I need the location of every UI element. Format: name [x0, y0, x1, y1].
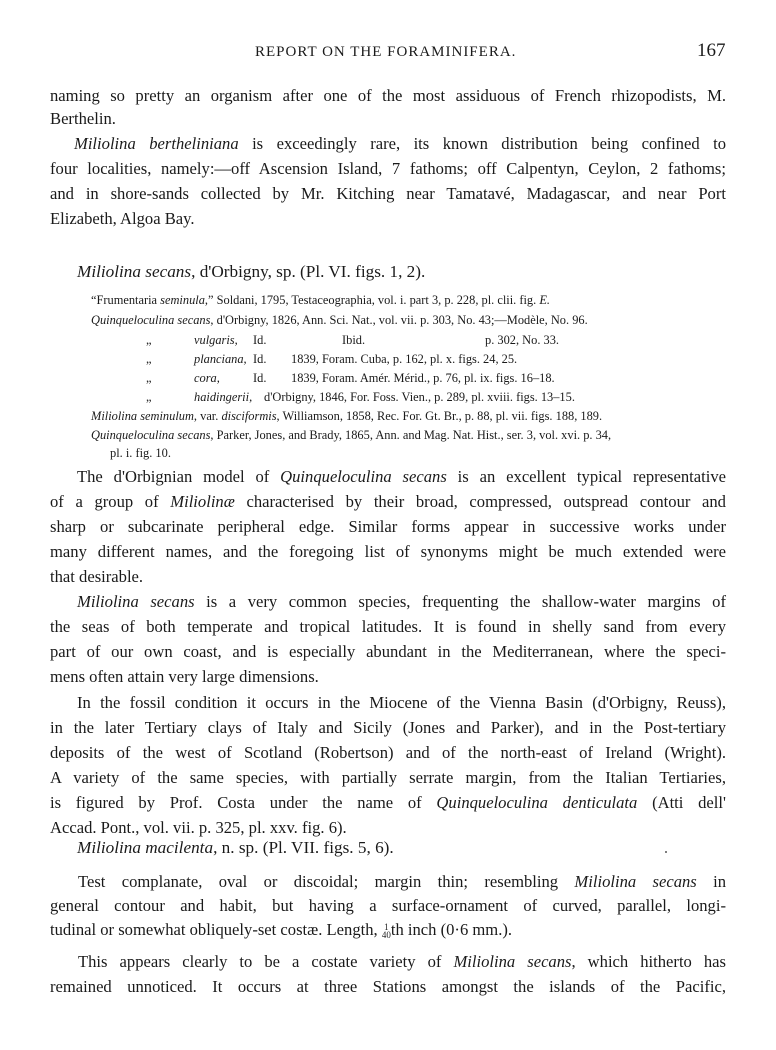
page: REPORT ON THE FORAMINIFERA. 167 naming so pretty an organism after one of the most assiduous of French rhizopodists, M. Berthelin. Miliolina bertheliniana is exceedingly rare, its known distribution being confined to four localities, namely:—off Ascension Island, 7 fathoms; off Calpentyn, Ceylon, 2 fathoms; and in shore-sands collected by Mr. Kitching near Tamatavé, Madagascar, and near Port Elizabeth, Algoa Bay. Miliolina secans, d'Orbigny, sp. (Pl. VI. figs. 1, 2). “Frumentaria seminula,” Soldani, 1795, Testaceographia, vol. i. part 3, p. 228, pl. clii. fig. E. Quinqueloculina secans, d'Orbigny, 1826, Ann. Sci. Nat., vol. vii. p. 303, No. 43;—Modèle, No. 96. „ vulgaris, Id. Ibid. p. 302, No. 33. „ planciana, Id. 1839, Foram. Cuba, p. 162, pl. x. figs. 24, 25. „ cora, Id. 1839, Foram. Amér. Mérid., p. 76, pl. ix. figs. 16–18. „ haidingerii, d'Orbigny, 1846, For. Foss. Vien., p. 289, pl. xviii. figs. 13–15. Miliolina seminulum, var. disciformis, Williamson, 1858, Rec. For. Gt. Br., p. 88, pl. vii. figs. 188, 189. Quinqueloculina secans, Parker, Jones, and Brady, 1865, Ann. and Mag. Nat. Hist., ser. 3, vol. xvi. p. 34, pl. i. fig. 10. The d'Orbignian model of Quinqueloculina secans is an excellent typical representative of a group of Miliolinæ characterised by their broad, compressed, outspread contour and sharp or subcarinate peripheral edge. Similar forms appear in successive works under many different names, and the foregoing list of synonyms might be much extended were that desirable. Miliolina secans is a very common species, frequenting the shallow-water margins of the seas of both temperate and tropical latitudes. It is found in shelly sand from every part of our own coast, and is especially abundant in the Mediterranean, where the speci- mens often attain very large dimensions. In the fossil condition it occurs in the Miocene of the Vienna Basin (d'Orbigny, Reuss), in the later Tertiary clays of Italy and Sicily (Jones and Parker), and in the Post-tertiary deposits of the west of Scotland (Robertson) and of the north-east of Ireland (Wright). A variety of the same species, with partially serrate margin, from the Italian Tertiaries, is figured by Prof. Costa under the name of Quinqueloculina denticulata (Atti dell' Accad. Pont., vol. vii. p. 325, pl. xxv. fig. 6). Miliolina macilenta, n. sp. (Pl. VII. figs. 5, 6). Test complanate, oval or discoidal; margin thin; resembling Miliolina secans in general contour and habit, but having a surface-ornament of curved, parallel, longi- tudinal or somewhat obliquely-set costæ. Length, 1 40th inch (0·6 mm.). This appears clearly to be a costate variety of Miliolina secans, which hitherto has remained unnoticed. It occurs at three Stations amongst the islands of the Pacific, [50, 40, 727, 996]
text-line: This appears clearly to be a costate variety of Miliolina secans, which hitherto has [78, 952, 726, 971]
text-line: Accad. Pont., vol. vii. p. 325, pl. xxv. fig. 6). [50, 818, 347, 837]
text-line: deposits of the west of Scotland (Robertson) and of the north-east of Ireland (Wright). [50, 743, 726, 762]
species-heading: Miliolina macilenta, n. sp. (Pl. VII. figs. 5, 6). [77, 838, 394, 857]
text-line: Miliolina bertheliniana is exceedingly rare, its known distribution being confined to [74, 134, 726, 153]
text-line: Miliolina secans is a very common species, frequenting the shallow-water margins of [77, 592, 727, 611]
text-line: In the fossil condition it occurs in the Miocene of the Vienna Basin (d'Orbigny, Reuss), [77, 693, 726, 712]
text-line: the seas of both temperate and tropical latitudes. It is found in shelly sand from every [50, 617, 726, 636]
text-line: The d'Orbignian model of Quinqueloculina secans is an excellent typical representative [77, 467, 726, 486]
text-line: naming so pretty an organism after one of the most assiduous of French rhizopodists, M. [50, 86, 726, 105]
text-line: part of our own coast, and is especially abundant in the Mediterranean, where the speci- [50, 642, 726, 661]
species-name: Miliolina secans [77, 262, 192, 281]
text-line: and in shore-sands collected by Mr. Kitching near Tamatavé, Madagascar, and near Port [50, 184, 726, 203]
print-speck [665, 851, 667, 853]
text-line: many different names, and the foregoing list of synonyms might be much extended were [50, 542, 726, 561]
text-line: in the later Tertiary clays of Italy and Sicily (Jones and Parker), and in the Post-tertiary [50, 718, 726, 737]
text-line: of a group of Miliolinæ characterised by their broad, compressed, outspread contour and [50, 492, 726, 511]
text-line: Test complanate, oval or discoidal; margin thin; resembling Miliolina secans in [78, 872, 726, 891]
text-line: tudinal or somewhat obliquely-set costæ. Length, 1 40th inch (0·6 mm.). [50, 920, 513, 941]
species-heading: Miliolina secans, d'Orbigny, sp. (Pl. VI. figs. 1, 2). [77, 262, 426, 281]
text-line: is figured by Prof. Costa under the name of Quinqueloculina denticulata (Atti dell' [50, 793, 727, 812]
synonym-line: Quinqueloculina secans, d'Orbigny, 1826, Ann. Sci. Nat., vol. vii. p. 303, No. 43;—Modèle, No. 96. [91, 313, 588, 327]
text-line: sharp or subcarinate peripheral edge. Similar forms appear in successive works under [50, 517, 726, 536]
fraction: 1 40 [381, 922, 391, 941]
synonym-line: “Frumentaria seminula,” Soldani, 1795, Testaceographia, vol. i. part 3, p. 228, pl. clii. fig. E. [91, 293, 550, 307]
species-name: Miliolina bertheliniana [74, 134, 239, 153]
page-number: 167 [697, 40, 726, 61]
synonym-line: Miliolina seminulum, var. disciformis, Williamson, 1858, Rec. For. Gt. Br., p. 88, pl. vii. figs. 188, 189. [91, 409, 603, 423]
species-name: Miliolina macilenta [77, 838, 214, 857]
text-line: general contour and habit, but having a surface-ornament of curved, parallel, longi- [50, 896, 726, 915]
text-line: that desirable. [50, 567, 144, 586]
text-line: A variety of the same species, with partially serrate margin, from the Italian Tertiaries, [50, 768, 726, 787]
text-line: remained unnoticed. It occurs at three Stations amongst the islands of the Pacific, [50, 977, 726, 996]
text-line: Berthelin. [50, 109, 116, 128]
text-line: Elizabeth, Algoa Bay. [50, 209, 195, 228]
text-line: mens often attain very large dimensions. [50, 667, 319, 686]
synonym-line: pl. i. fig. 10. [110, 446, 171, 460]
text-line: four localities, namely:—off Ascension Island, 7 fathoms; off Calpentyn, Ceylon, 2 fathoms; [50, 159, 726, 178]
synonym-line: Quinqueloculina secans, Parker, Jones, and Brady, 1865, Ann. and Mag. Nat. Hist., ser. 3, vol. xvi. p. 34, [91, 428, 612, 442]
running-title: REPORT ON THE FORAMINIFERA. [255, 44, 517, 60]
